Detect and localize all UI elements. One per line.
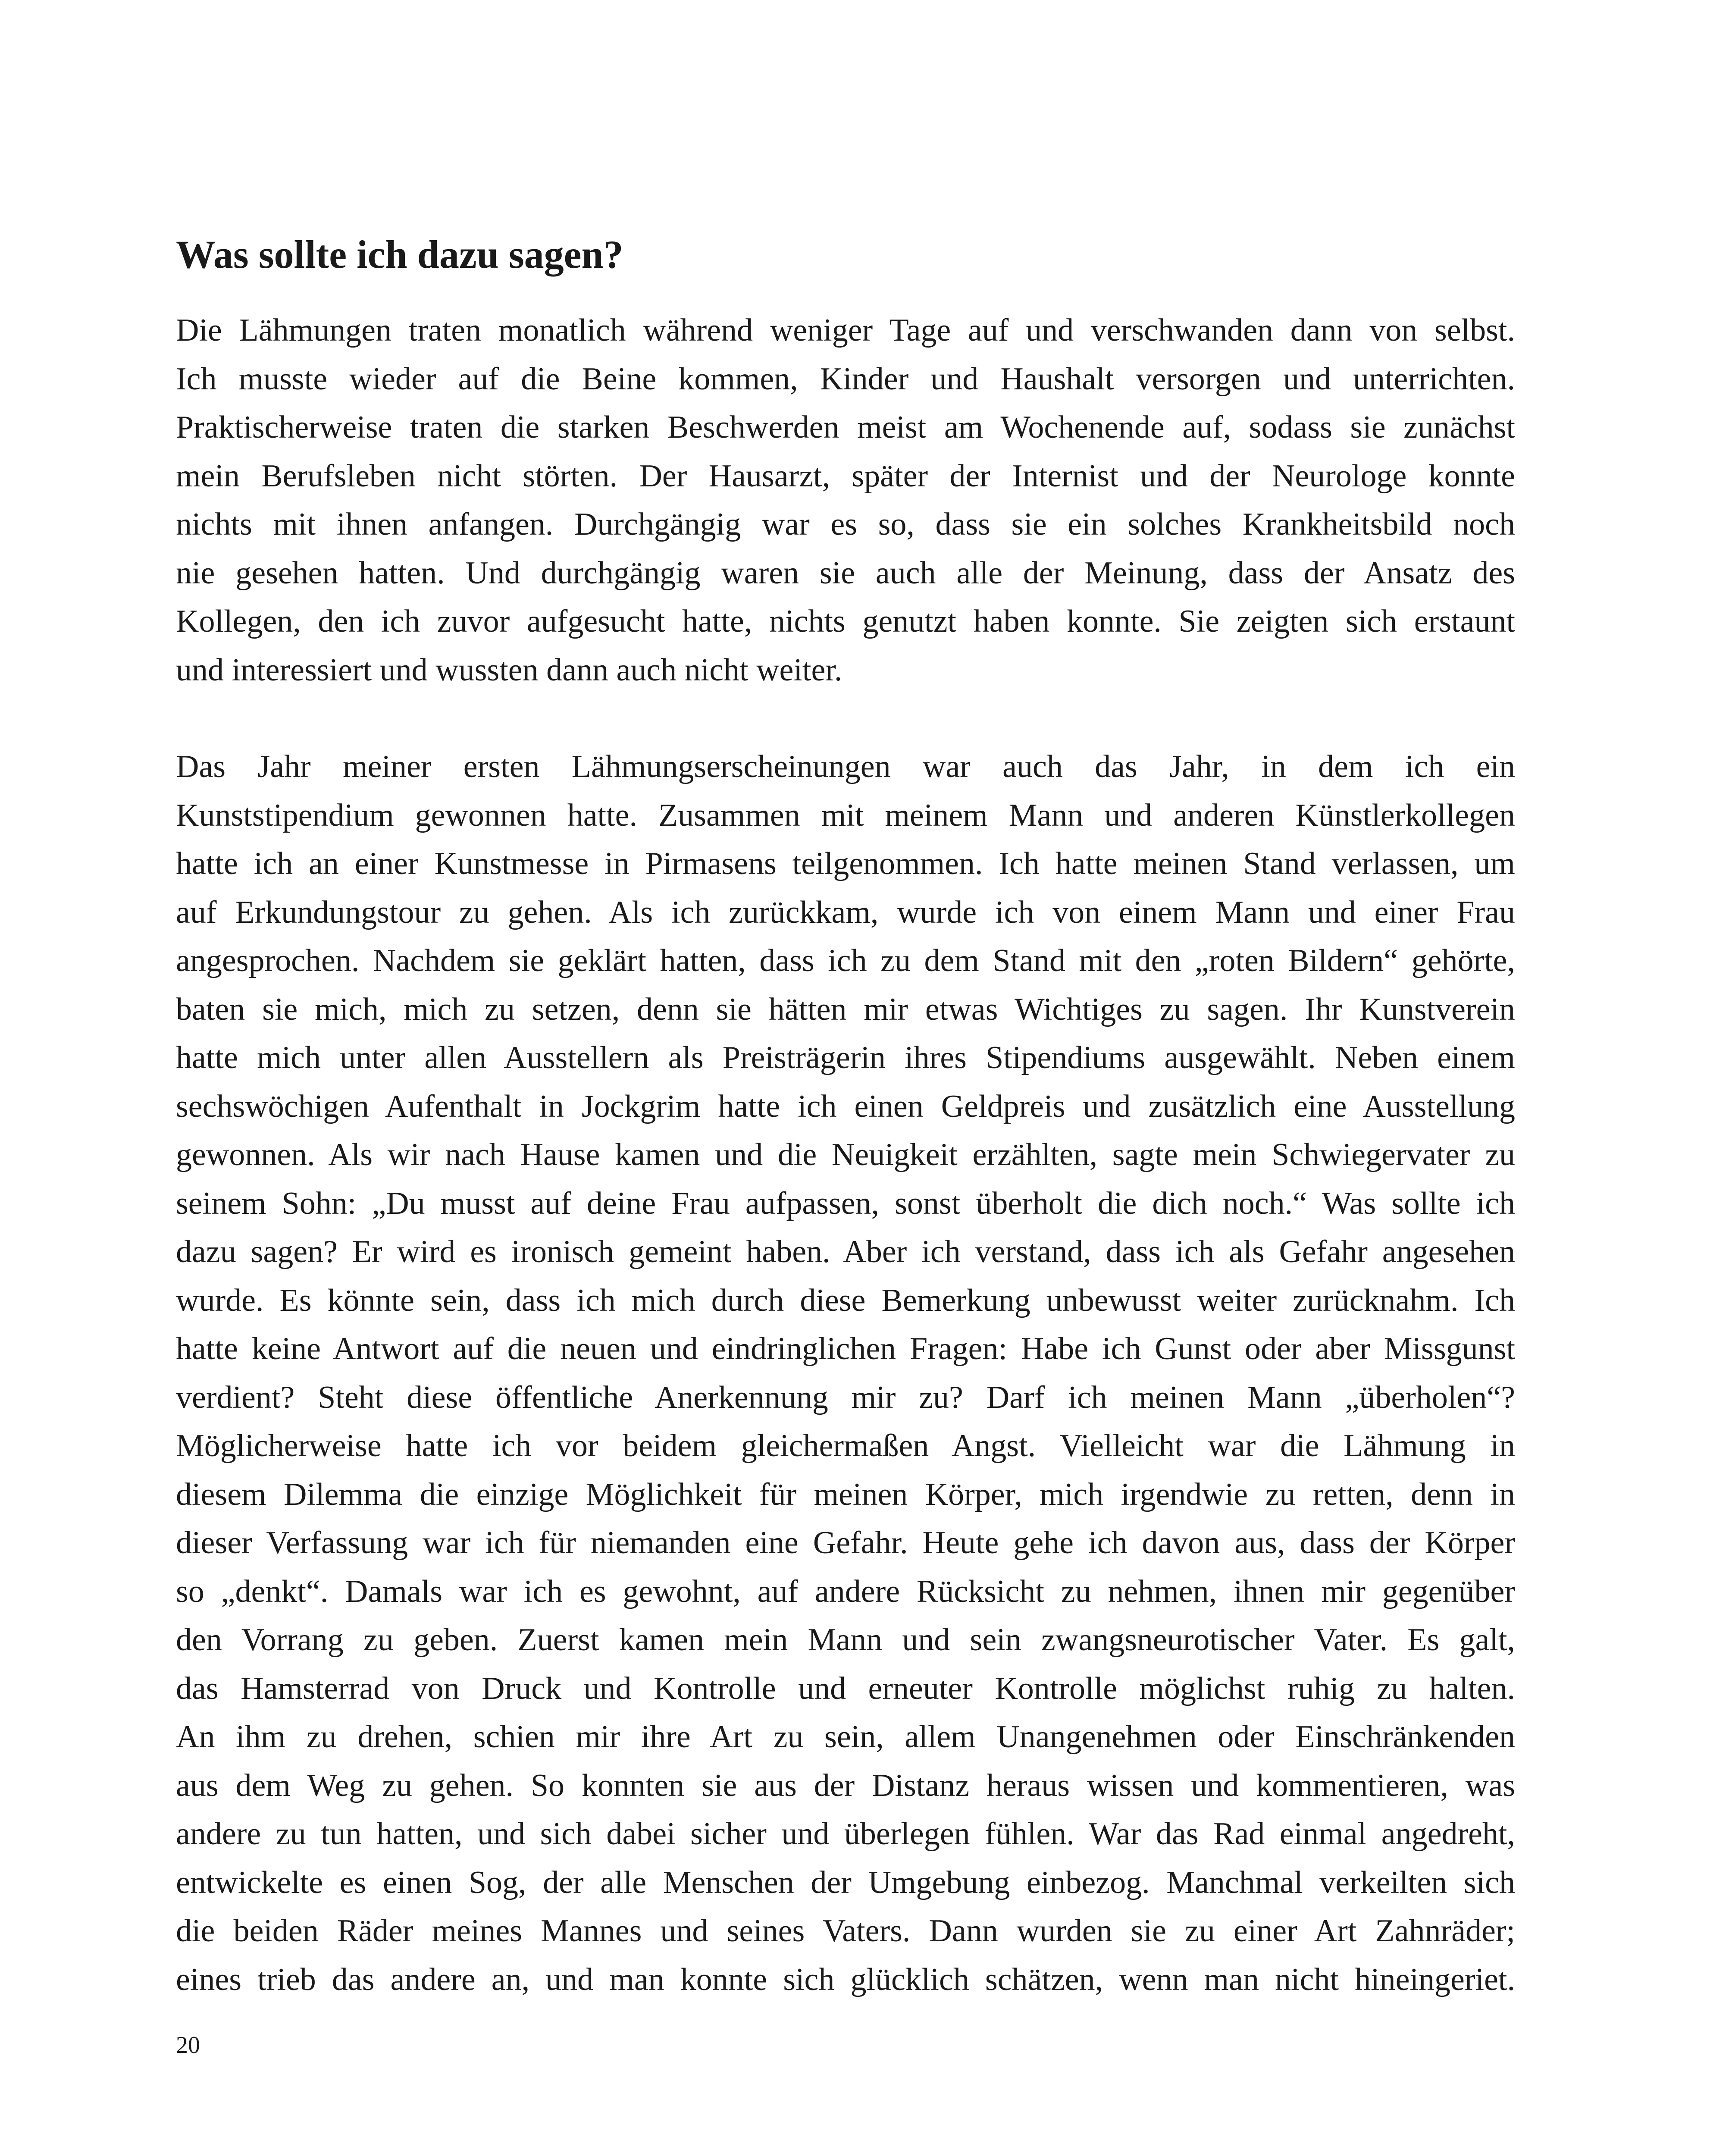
- text-line: Kunststipendium gewonnen hatte. Zusammen mit meinem Mann und anderen Künstlerkollegen: [176, 797, 1515, 833]
- text-line: An ihm zu drehen, schien mir ihre Art zu sein, allem Unangenehmen oder Einschränkenden: [176, 1719, 1515, 1755]
- text-line: sechswöchigen Aufenthalt in Jockgrim hatte ich einen Geldpreis und zusätzlich eine Ausstellung: [176, 1088, 1515, 1124]
- text-line: so „denkt“. Damals war ich es gewohnt, auf andere Rücksicht zu nehmen, ihnen mir gegenüber: [176, 1573, 1515, 1609]
- text-line: Kollegen, den ich zuvor aufgesucht hatte, nichts genutzt haben konnte. Sie zeigten sich erstaunt: [176, 604, 1515, 639]
- paragraph-1: [176, 306, 1515, 694]
- text-line: seinem Sohn: „Du musst auf deine Frau aufpassen, sonst überholt die dich noch.“ Was sollte ich: [176, 1185, 1515, 1221]
- text-line: auf Erkundungstour zu gehen. Als ich zurückkam, wurde ich von einem Mann und einer Frau: [176, 894, 1515, 930]
- text-line: andere zu tun hatten, und sich dabei sicher und überlegen fühlen. War das Rad einmal angedreht,: [176, 1816, 1515, 1852]
- page-number: 20: [176, 2032, 200, 2059]
- text-line: aus dem Weg zu gehen. So konnten sie aus der Distanz heraus wissen und kommentieren, was: [176, 1767, 1515, 1803]
- text-line: Die Lähmungen traten monatlich während weniger Tage auf und verschwanden dann von selbst.: [176, 313, 1515, 348]
- text-line: das Hamsterrad von Druck und Kontrolle und erneuter Kontrolle möglichst ruhig zu halten.: [176, 1670, 1515, 1706]
- text-line: hatte keine Antwort auf die neuen und eindringlichen Fragen: Habe ich Gunst oder aber Missgunst: [176, 1331, 1515, 1366]
- text-line: nie gesehen hatten. Und durchgängig waren sie auch alle der Meinung, dass der Ansatz des: [176, 555, 1515, 591]
- text-line: entwickelte es einen Sog, der alle Menschen der Umgebung einbezog. Manchmal verkeilten sich: [176, 1865, 1515, 1900]
- text-line: diesem Dilemma die einzige Möglichkeit für meinen Körper, mich irgendwie zu retten, denn in: [176, 1476, 1515, 1512]
- text-line: nichts mit ihnen anfangen. Durchgängig war es so, dass sie ein solches Krankheitsbild noch: [176, 507, 1515, 542]
- text-line: und interessiert und wussten dann auch nicht weiter.: [176, 652, 843, 688]
- text-line: die beiden Räder meines Mannes und seines Vaters. Dann wurden sie zu einer Art Zahnräder;: [176, 1913, 1515, 1949]
- text-line: Praktischerweise traten die starken Beschwerden meist am Wochenende auf, sodass sie zunächst: [176, 410, 1515, 445]
- text-line: Ich musste wieder auf die Beine kommen, Kinder und Haushalt versorgen und unterrichten.: [176, 361, 1515, 397]
- text-line: eines trieb das andere an, und man konnte sich glücklich schätzen, wenn man nicht hineingeriet.: [176, 1962, 1515, 1997]
- text-line: hatte ich an einer Kunstmesse in Pirmasens teilgenommen. Ich hatte meinen Stand verlassen, um: [176, 846, 1515, 881]
- text-line: Das Jahr meiner ersten Lähmungserscheinungen war auch das Jahr, in dem ich ein: [176, 749, 1515, 784]
- text-line: hatte mich unter allen Ausstellern als Preisträgerin ihres Stipendiums ausgewählt. Neben einem: [176, 1040, 1515, 1075]
- text-line: Möglicherweise hatte ich vor beidem gleichermaßen Angst. Vielleicht war die Lähmung in: [176, 1428, 1515, 1463]
- body-text: [176, 306, 1515, 2004]
- section-heading: Was sollte ich dazu sagen?: [176, 232, 623, 276]
- text-line: baten sie mich, mich zu setzen, denn sie hätten mir etwas Wichtiges zu sagen. Ihr Kunstverein: [176, 991, 1515, 1027]
- text-line: angesprochen. Nachdem sie geklärt hatten, dass ich zu dem Stand mit den „roten Bildern“ gehörte,: [176, 943, 1515, 978]
- text-line: dazu sagen? Er wird es ironisch gemeint haben. Aber ich verstand, dass ich als Gefahr angesehen: [176, 1234, 1515, 1269]
- text-line: wurde. Es könnte sein, dass ich mich durch diese Bemerkung unbewusst weiter zurücknahm. Ich: [176, 1282, 1515, 1318]
- text-line: gewonnen. Als wir nach Hause kamen und die Neuigkeit erzählten, sagte mein Schwiegervater zu: [176, 1137, 1515, 1172]
- text-line: den Vorrang zu geben. Zuerst kamen mein Mann und sein zwangsneurotischer Vater. Es galt,: [176, 1622, 1515, 1658]
- text-line: dieser Verfassung war ich für niemanden eine Gefahr. Heute gehe ich davon aus, dass der Körper: [176, 1525, 1515, 1561]
- text-line: verdient? Steht diese öffentliche Anerkennung mir zu? Darf ich meinen Mann „überholen“?: [176, 1379, 1515, 1415]
- text-line: mein Berufsleben nicht störten. Der Hausarzt, später der Internist und der Neurologe konnte: [176, 458, 1515, 494]
- paragraph-2: [176, 743, 1515, 2004]
